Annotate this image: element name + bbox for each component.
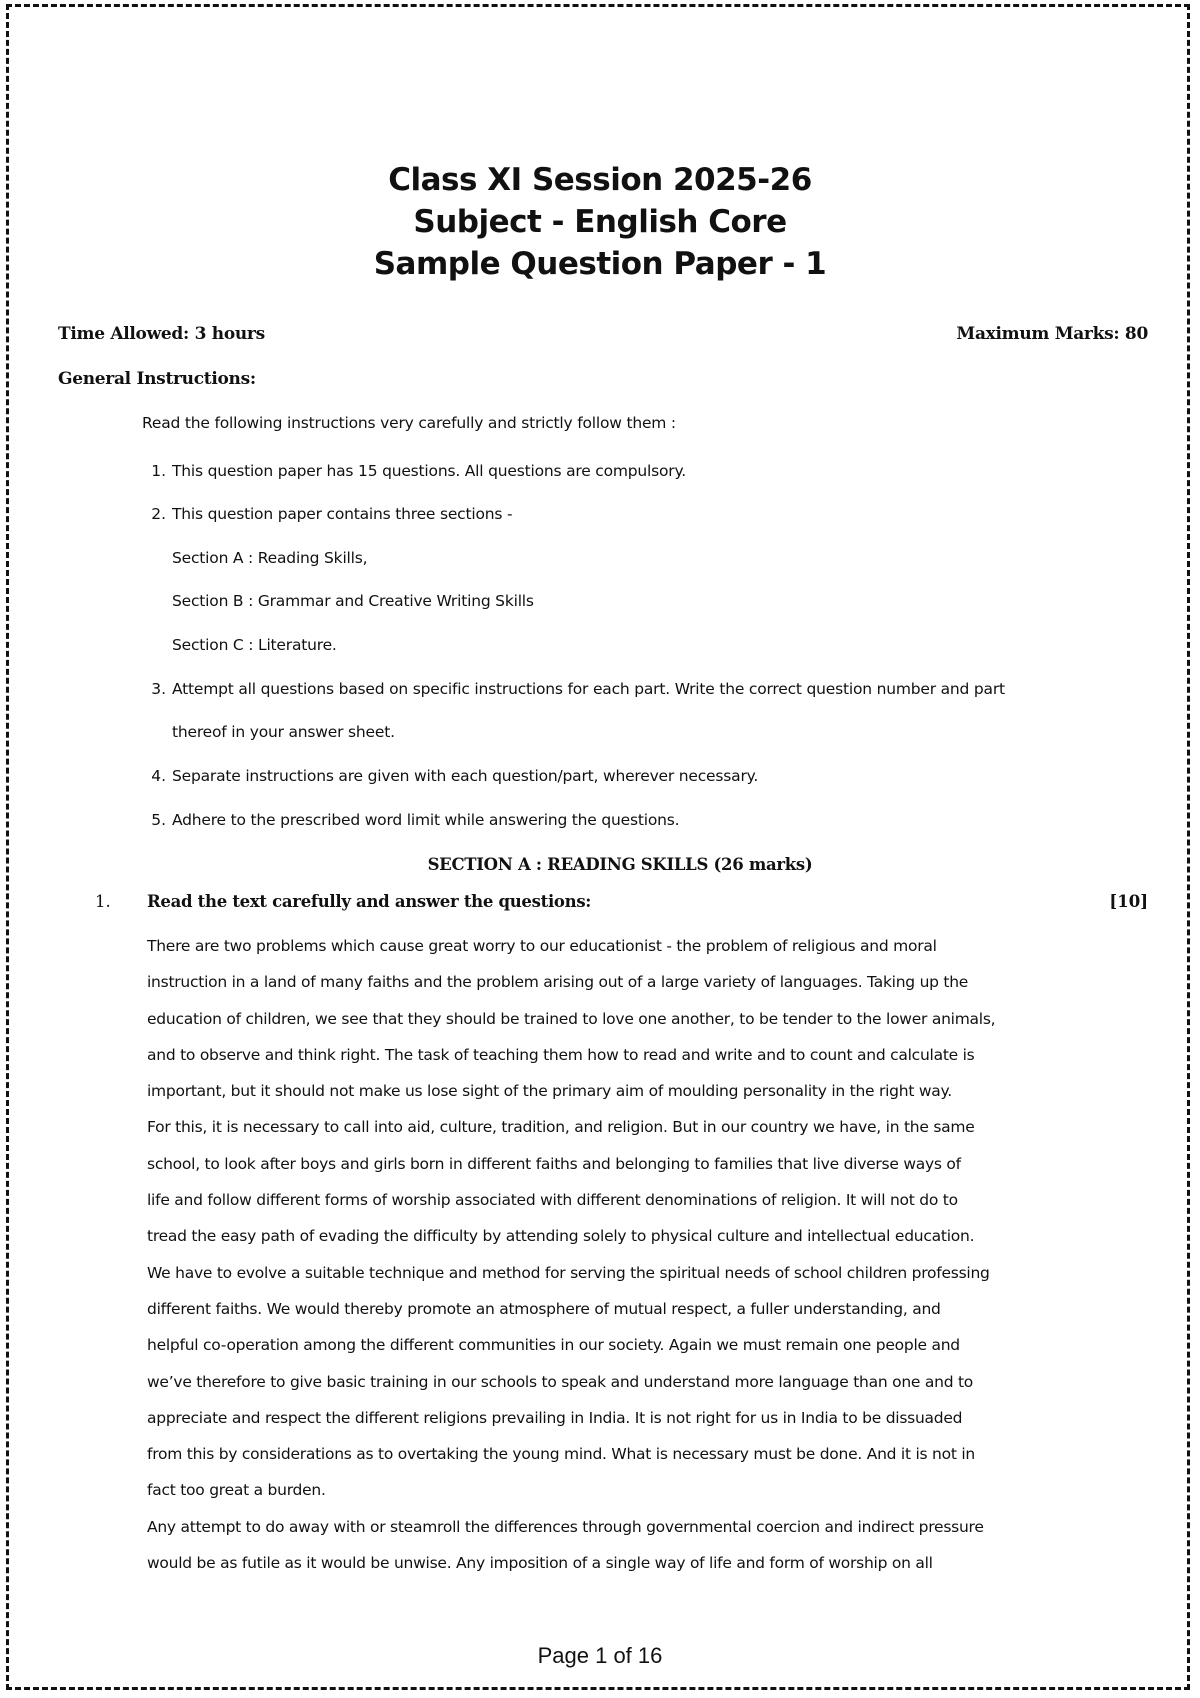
passage-line: would be as futile as it would be unwise. Any imposition of a single way of life and form of worship on all [147, 1554, 933, 1573]
time-allowed: Time Allowed: 3 hours [58, 324, 265, 344]
passage-line: life and follow different forms of worship associated with different denominations of religion. It will not do to [147, 1191, 958, 1210]
passage-line: education of children, we see that they should be trained to love one another, to be tender to the lower animals, [147, 1009, 996, 1028]
passage-line: appreciate and respect the different religions prevailing in India. It is not right for us in India to be dissuaded [147, 1408, 963, 1427]
instruction-text: Attempt all questions based on specific instructions for each part. Write the correct question number and part [172, 680, 1005, 698]
page-number: Page 1 of 16 [537, 1643, 663, 1668]
instruction-number: 2. [151, 505, 166, 523]
section-list-item: Section C : Literature. [172, 636, 337, 654]
passage-line: For this, it is necessary to call into aid, culture, tradition, and religion. But in our country we have, in the same [147, 1118, 975, 1137]
passage-line: helpful co-operation among the different communities in our society. Again we must remain one people and [147, 1336, 960, 1355]
passage-line: from this by considerations as to overtaking the young mind. What is necessary must be done. And it is not in [147, 1445, 975, 1464]
question-prompt: Read the text carefully and answer the questions: [147, 892, 592, 911]
instruction-text: This question paper has 15 questions. All questions are compulsory. [172, 462, 686, 480]
title-subject: Subject - English Core [413, 204, 787, 240]
passage-line: important, but it should not make us lose sight of the primary aim of moulding personality in the right way. [147, 1082, 952, 1101]
passage-line: We have to evolve a suitable technique and method for serving the spiritual needs of school children professing [147, 1263, 990, 1282]
instruction-number: 5. [151, 811, 166, 829]
section-list-item: Section A : Reading Skills, [172, 549, 368, 567]
question-number: 1. [95, 892, 111, 911]
section-list-item: Section B : Grammar and Creative Writing Skills [172, 592, 534, 610]
title-paper: Sample Question Paper - 1 [373, 246, 827, 282]
question-marks: [10] [1109, 892, 1148, 911]
instruction-text-continued: thereof in your answer sheet. [172, 723, 395, 741]
instructions-intro: Read the following instructions very carefully and strictly follow them : [142, 414, 676, 432]
instruction-text: Separate instructions are given with each question/part, wherever necessary. [172, 767, 759, 785]
instruction-number: 1. [151, 462, 166, 480]
title-class-session: Class XI Session 2025-26 [388, 162, 812, 198]
instruction-number: 4. [151, 767, 166, 785]
passage-line: fact too great a burden. [147, 1481, 326, 1500]
instruction-text: This question paper contains three sections - [172, 505, 513, 523]
instruction-number: 3. [151, 680, 166, 698]
passage-line: we’ve therefore to give basic training in our schools to speak and understand more language than one and to [147, 1372, 974, 1391]
reading-passage [147, 928, 1107, 1581]
passage-line: different faiths. We would thereby promote an atmosphere of mutual respect, a fuller understanding, and [147, 1299, 941, 1318]
passage-line: instruction in a land of many faiths and the problem arising out of a large variety of languages. Taking up the [147, 973, 969, 992]
section-a-heading: SECTION A : READING SKILLS (26 marks) [427, 855, 813, 874]
passage-line: school, to look after boys and girls born in different faiths and belonging to families that live diverse ways of [147, 1154, 961, 1173]
passage-line: Any attempt to do away with or steamroll the differences through governmental coercion and indirect pressure [147, 1517, 984, 1536]
instruction-text: Adhere to the prescribed word limit while answering the questions. [172, 811, 680, 829]
passage-line: and to observe and think right. The task of teaching them how to read and write and to count and calculate is [147, 1045, 975, 1064]
maximum-marks: Maximum Marks: 80 [956, 324, 1148, 344]
passage-line: There are two problems which cause great worry to our educationist - the problem of religious and moral [147, 937, 937, 955]
general-instructions-label: General Instructions: [58, 369, 256, 389]
passage-line: tread the easy path of evading the difficulty by attending solely to physical culture and intellectual education. [147, 1227, 975, 1246]
